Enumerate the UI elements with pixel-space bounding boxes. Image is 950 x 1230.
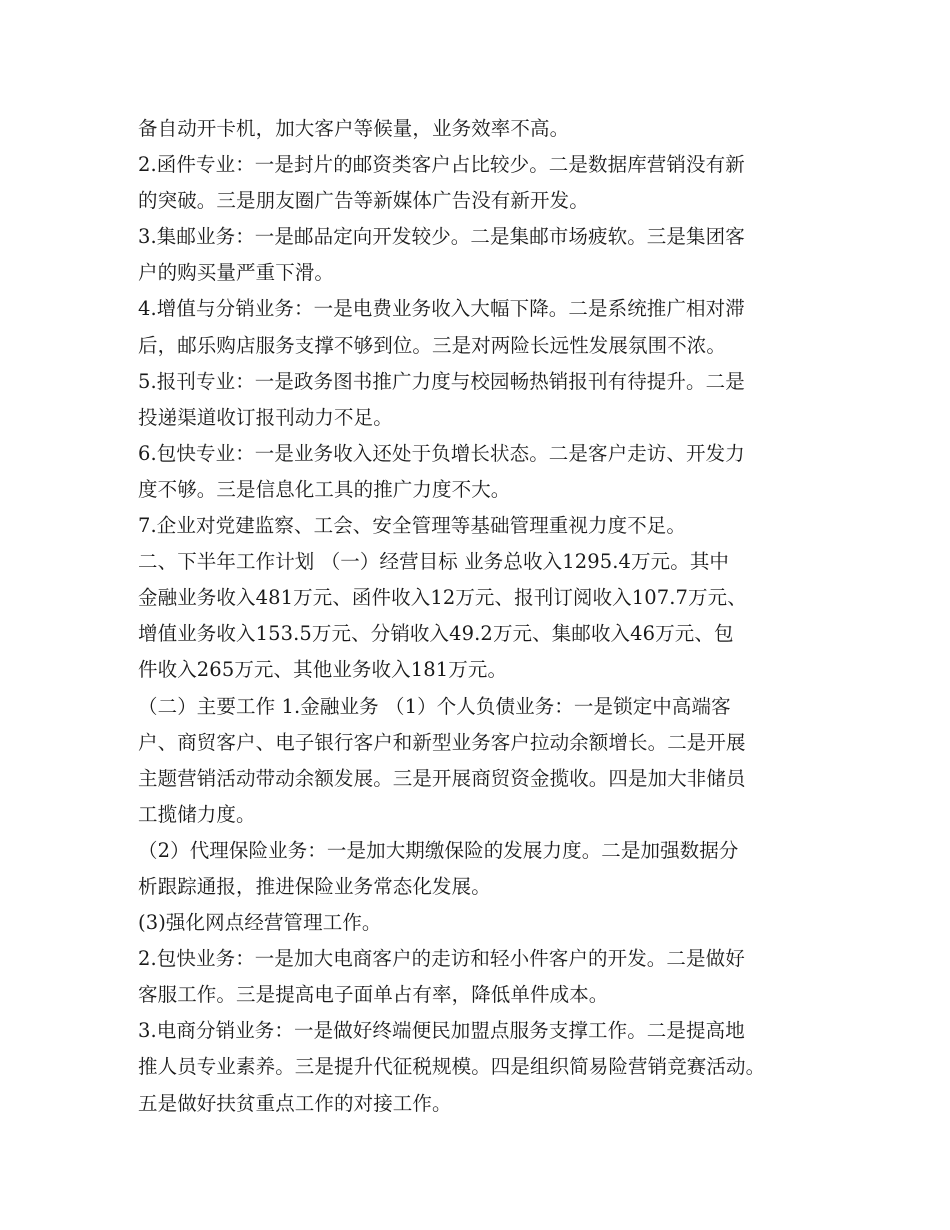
text-line: 工揽储力度。: [138, 802, 256, 826]
text-line: 2.函件专业：一是封片的邮资类客户占比较少。二是数据库营销没有新: [138, 153, 745, 177]
text-line: 7.企业对党建监察、工会、安全管理等基础管理重视力度不足。: [138, 514, 687, 538]
text-line: 3.集邮业务：一是邮品定向开发较少。二是集邮市场疲软。三是集团客: [138, 225, 745, 249]
text-line: 增值业务收入153.5万元、分销收入49.2万元、集邮收入46万元、包: [138, 622, 734, 646]
text-line: 户的购买量严重下滑。: [138, 261, 335, 285]
text-line: 五是做好扶贫重点工作的对接工作。: [138, 1091, 452, 1115]
text-line: 析跟踪通报，推进保险业务常态化发展。: [138, 874, 491, 898]
text-line: 6.包快专业：一是业务收入还处于负增长状态。二是客户走访、开发力: [138, 441, 745, 465]
text-line: 客服工作。三是提高电子面单占有率，降低单件成本。: [138, 983, 609, 1007]
text-line: 3.电商分销业务：一是做好终端便民加盟点服务支撑工作。二是提高地: [138, 1019, 745, 1043]
text-line: 后，邮乐购店服务支撑不够到位。三是对两险长远性发展氛围不浓。: [138, 333, 727, 357]
text-line: 投递渠道收订报刊动力不足。: [138, 405, 393, 429]
document-body: [138, 111, 828, 1122]
text-line: 备自动开卡机，加大客户等候量，业务效率不高。: [138, 117, 570, 140]
text-line: 主题营销活动带动余额发展。三是开展商贸资金揽收。四是加大非储员: [138, 766, 746, 790]
text-line: 的突破。三是朋友圈广告等新媒体广告没有新开发。: [138, 189, 589, 213]
text-line: 二、下半年工作计划 （一）经营目标 业务总收入1295.4万元。其中: [138, 550, 730, 574]
text-line: 件收入265万元、其他业务收入181万元。: [138, 658, 508, 682]
text-line: 金融业务收入481万元、函件收入12万元、报刊订阅收入107.7万元、: [138, 586, 747, 610]
text-line: 户、商贸客户、电子银行客户和新型业务客户拉动余额增长。二是开展: [138, 730, 746, 754]
text-line: （二）主要工作 1.金融业务 （1）个人负债业务：一是锁定中高端客: [138, 694, 731, 718]
text-line: 2.包快业务：一是加大电商客户的走访和轻小件客户的开发。二是做好: [138, 947, 745, 971]
text-line: (3)强化网点经营管理工作。: [138, 911, 382, 935]
text-line: 推人员专业素养。三是提升代征税规模。四是组织简易险营销竞赛活动。: [138, 1055, 766, 1079]
text-line: 度不够。三是信息化工具的推广力度不大。: [138, 477, 511, 501]
text-line: 4.增值与分销业务：一是电费业务收入大幅下降。二是系统推广相对滞: [138, 297, 745, 321]
text-line: 5.报刊专业：一是政务图书推广力度与校园畅热销报刊有待提升。二是: [138, 369, 745, 393]
text-line: （2）代理保险业务：一是加大期缴保险的发展力度。二是加强数据分: [138, 838, 739, 862]
